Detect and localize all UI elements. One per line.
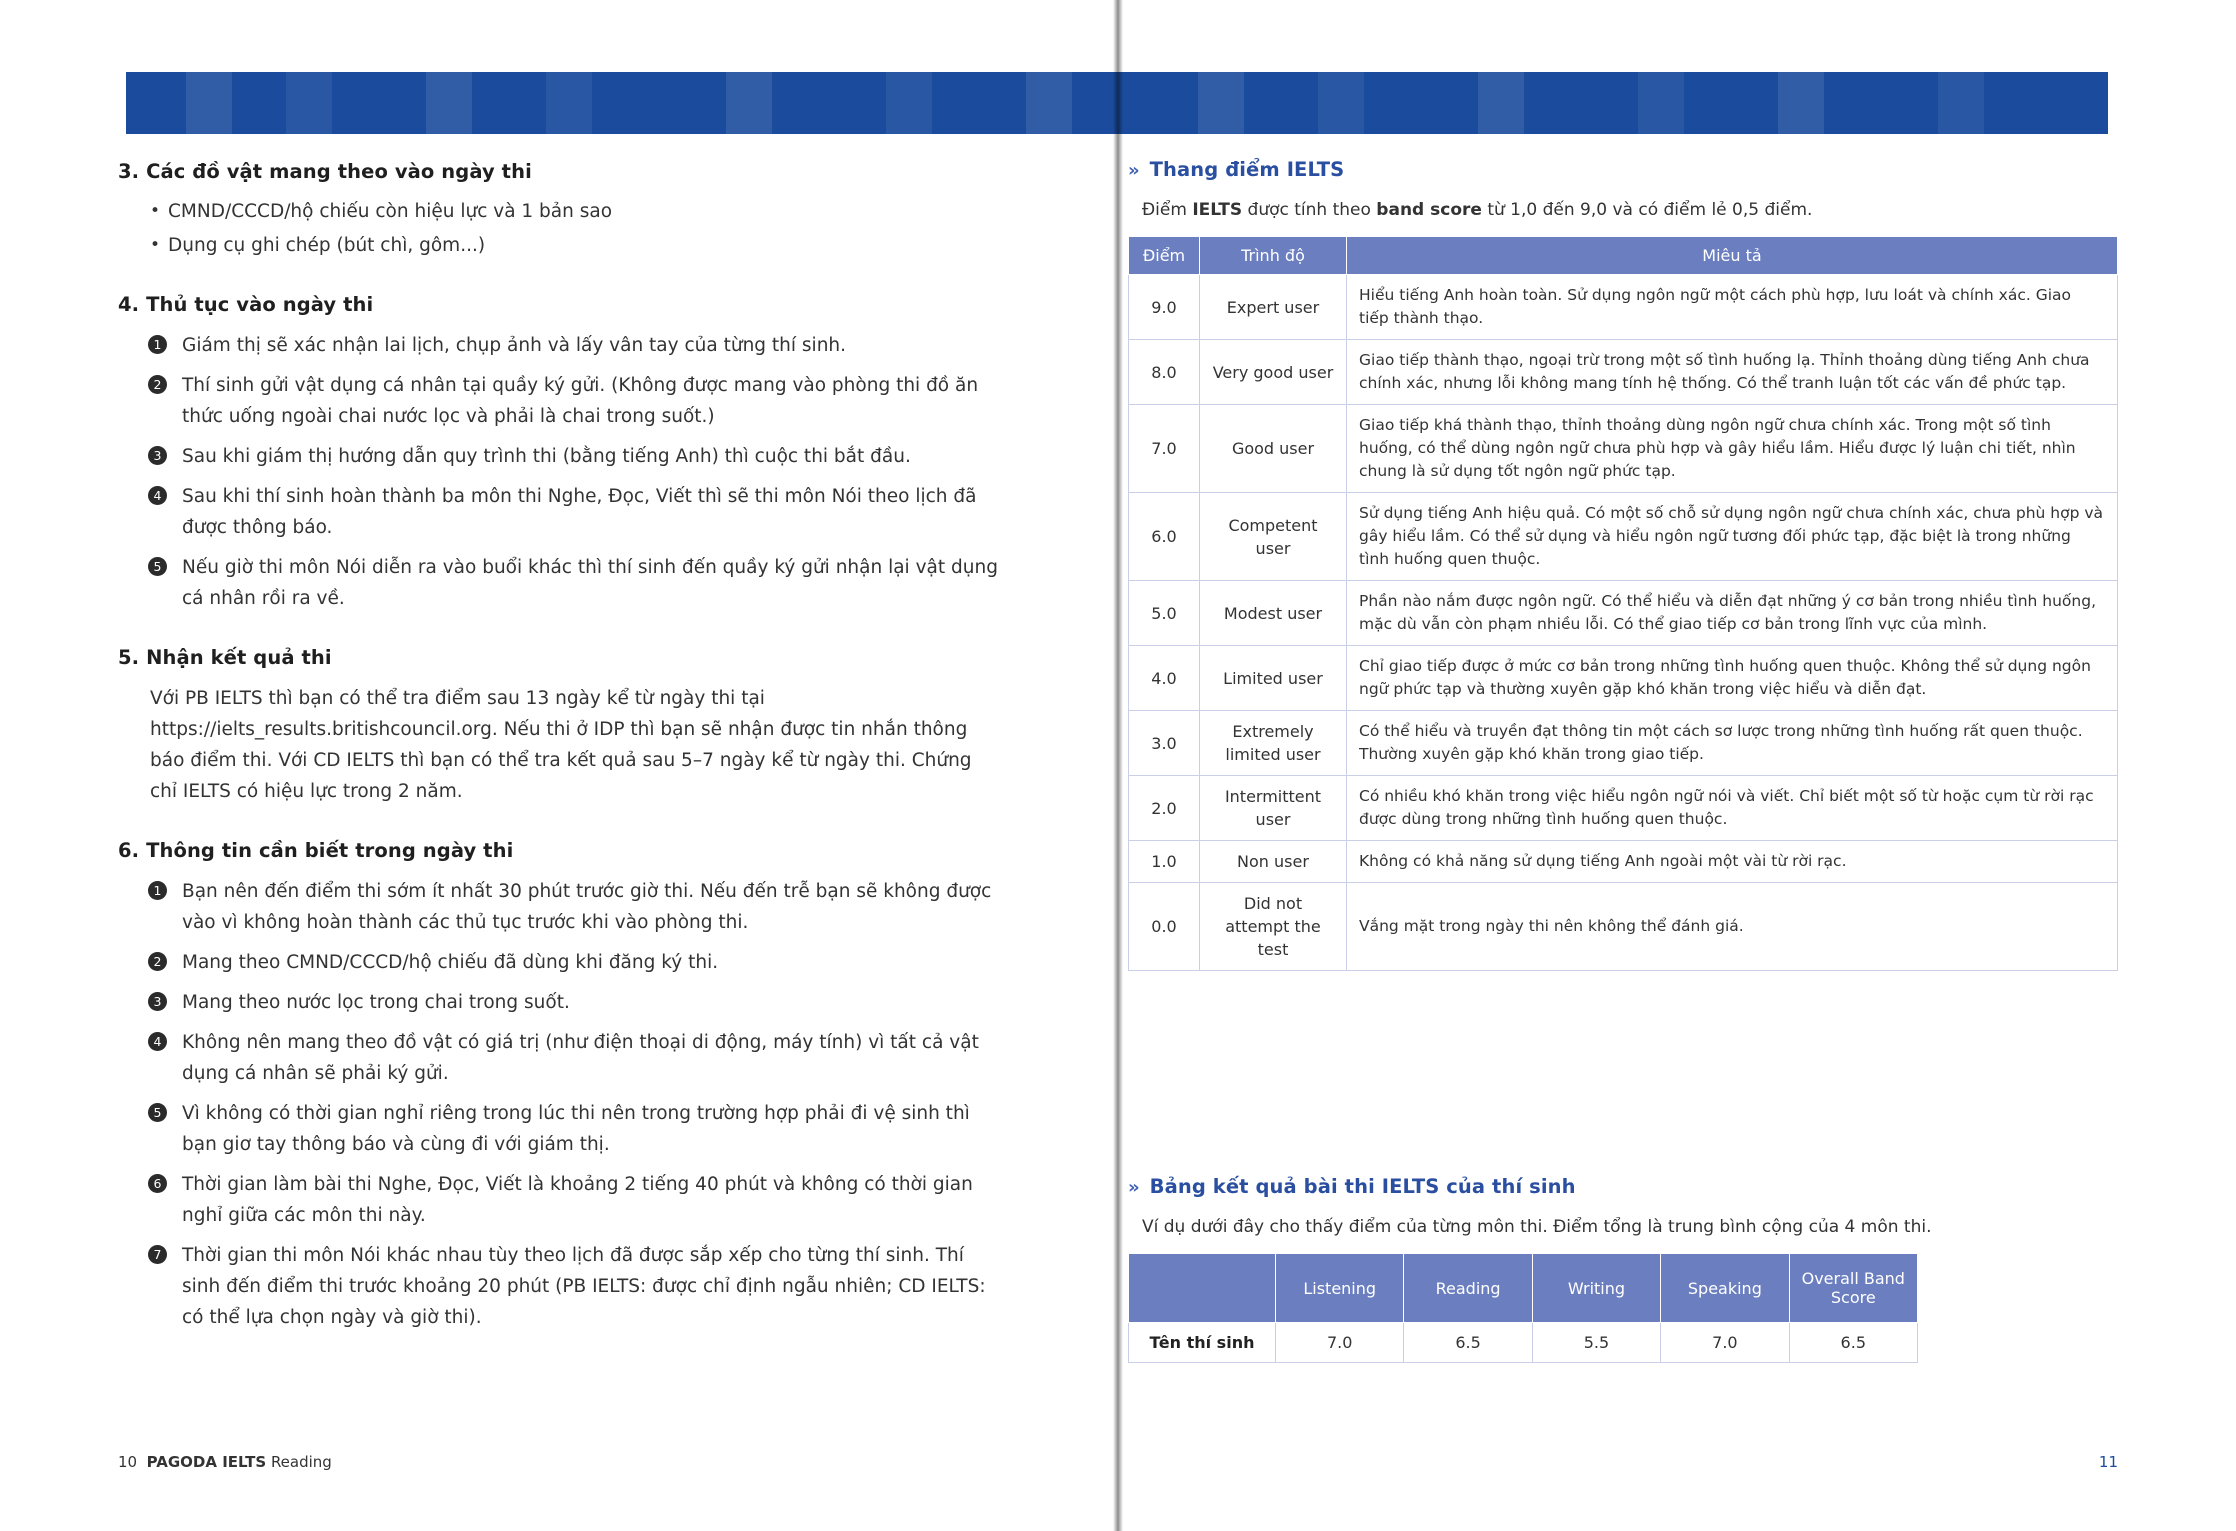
list-item: • CMND/CCCD/hộ chiếu còn hiệu lực và 1 bản sao [148,197,998,227]
col-header-reading: Reading [1404,1254,1532,1323]
cell-desc: Phần nào nắm được ngôn ngữ. Có thể hiểu và diễn đạt những ý cơ bản trong nhiều tình huống, mặc dù vẫn còn phạm nhiều lỗi. Có thể giao tiếp cơ bản trong lĩnh vực của mình. [1347,581,2118,646]
list-item [148,441,998,472]
col-header-score: Điểm [1129,237,1200,275]
table-row [1129,646,2118,711]
cell-desc: Giao tiếp thành thạo, ngoại trừ trong một số tình huống lạ. Thỉnh thoảng dùng tiếng Anh chưa chính xác, nhưng lỗi không mang tính hệ thống. Có thể tranh luận tốt các vấn đề phức tạp. [1347,340,2118,405]
banner-block [426,72,472,134]
cell-desc: Hiểu tiếng Anh hoàn toàn. Sử dụng ngôn ngữ một cách phù hợp, lưu loát và chính xác. Giao tiếp thành thạo. [1347,275,2118,340]
banner-block [1778,72,1824,134]
section-6-list [148,876,998,1333]
cell-score: 2.0 [1129,776,1200,841]
list-item [148,1098,998,1160]
cell-speaking-score: 7.0 [1661,1323,1789,1363]
cell-desc: Sử dụng tiếng Anh hiệu quả. Có một số chỗ sử dụng ngôn ngữ chưa chính xác, chưa phù hợp và gây hiểu lầm. Có thể sử dụng và hiểu ngôn ngữ tương đối phức tạp, đặc biệt là trong những tình huống quen thuộc. [1347,493,2118,581]
cell-score: 0.0 [1129,883,1200,971]
cell-score: 4.0 [1129,646,1200,711]
item-number-badge: 7 [148,1245,167,1264]
section-heading-5: 5. Nhận kết quả thi [118,646,332,669]
section-4-list [148,330,998,614]
page-number-right: 11 [2098,1453,2118,1471]
col-header-desc: Miêu tả [1347,237,2118,275]
table-row [1129,711,2118,776]
cell-desc: Chỉ giao tiếp được ở mức cơ bản trong những tình huống quen thuộc. Không thể sử dụng ngôn ngữ phức tạp và thường xuyên gặp khó khăn trong việc hiểu và diễn đạt. [1347,646,2118,711]
double-chevron-icon: » [1128,1177,1140,1198]
list-item [148,1169,998,1231]
cell-score: 5.0 [1129,581,1200,646]
cell-candidate-name: Tên thí sinh [1129,1323,1276,1363]
list-item-text: Thí sinh gửi vật dụng cá nhân tại quầy ký gửi. (Không được mang vào phòng thi đồ ăn thức uống ngoài chai nước lọc và phải là chai trong suốt.) [182,375,979,427]
list-item [148,370,998,432]
section-5-paragraph: Với PB IELTS thì bạn có thể tra điểm sau 13 ngày kể từ ngày thi tại https://ielts_results.britishcouncil.org. Nếu thi ở IDP thì bạn sẽ nhận được tin nhắn thông báo điểm thi. Với CD IELTS thì bạn có thể tra kết quả sau 5–7 ngày kể từ ngày thi. Chứng chỉ IELTS có hiệu lực trong 2 năm. [150,688,972,802]
col-header-level: Trình độ [1200,237,1347,275]
list-item-text: Thời gian thi môn Nói khác nhau tùy theo lịch đã được sắp xếp cho từng thí sinh. Thí sinh đến điểm thi trước khoảng 20 phút (PB IELTS: được chỉ định ngẫu nhiên; CD IELTS: có thể lựa chọn ngày và giờ thi). [182,1245,986,1328]
intro-part: được tính theo [1242,200,1377,220]
item-number-badge: 4 [148,486,167,505]
item-number-badge: 3 [148,446,167,465]
item-number-badge: 2 [148,375,167,394]
list-item [148,330,998,361]
col-header-writing: Writing [1532,1254,1660,1323]
banner-block [186,72,232,134]
banner-block [886,72,932,134]
table-row [1129,1323,1918,1363]
brand-name: PAGODA IELTS [146,1453,267,1471]
col-header-speaking: Speaking [1661,1254,1789,1323]
table-header-row [1129,237,2118,275]
banner-block [1318,72,1364,134]
banner-block [546,72,592,134]
page-number-left: 10 [118,1453,138,1471]
list-item [148,876,998,938]
col-header-blank [1129,1254,1276,1323]
left-content [118,160,998,1342]
decorative-banner-left [126,72,1118,134]
list-item: • Dụng cụ ghi chép (bút chì, gôm...) [148,231,998,261]
banner-block [1938,72,1984,134]
list-item-text: Sau khi giám thị hướng dẫn quy trình thi (bằng tiếng Anh) thì cuộc thi bắt đầu. [182,446,911,467]
item-number-badge: 1 [148,881,167,900]
intro-part: Điểm [1142,200,1193,220]
subject-name: Reading [270,1453,332,1471]
result-table-section [1128,1175,2118,1363]
list-item [148,947,998,978]
table-row [1129,776,2118,841]
cell-desc: Giao tiếp khá thành thạo, thỉnh thoảng dùng ngôn ngữ chưa chính xác. Trong một số tình huống, có thể dùng ngôn ngữ chưa phù hợp và gây hiểu lầm. Hiểu được lý luận chi tiết, nhìn chung là sử dụng tốt ngôn ngữ phức tạp. [1347,405,2118,493]
list-item-text: Thời gian làm bài thi Nghe, Đọc, Viết là khoảng 2 tiếng 40 phút và không có thời gian nghỉ giữa các môn thi này. [182,1174,973,1226]
cell-level: Expert user [1200,275,1347,340]
cell-score: 1.0 [1129,841,1200,883]
list-item-text: Sau khi thí sinh hoàn thành ba môn thi Nghe, Đọc, Viết thì sẽ thi môn Nói theo lịch đã được thông báo. [182,486,977,538]
item-number-badge: 4 [148,1032,167,1051]
cell-level: Modest user [1200,581,1347,646]
band-score-section [1128,158,2118,971]
table-header-row [1129,1254,1918,1323]
table-row [1129,581,2118,646]
cell-score: 6.0 [1129,493,1200,581]
table-row [1129,841,2118,883]
item-number-badge: 1 [148,335,167,354]
candidate-result-table [1128,1253,1918,1363]
cell-score: 3.0 [1129,711,1200,776]
cell-writing-score: 5.5 [1532,1323,1660,1363]
cell-level: Very good user [1200,340,1347,405]
band-section-header [1128,158,2118,181]
result-section-header [1128,1175,2118,1198]
decorative-banner-right [1118,72,2108,134]
intro-part: từ 1,0 đến 9,0 và có điểm lẻ 0,5 điểm. [1481,200,1813,220]
cell-listening-score: 7.0 [1276,1323,1404,1363]
table-row [1129,883,2118,971]
list-item [148,987,998,1018]
section-3-list [148,197,998,261]
list-item-text: Bạn nên đến điểm thi sớm ít nhất 30 phút trước giờ thi. Nếu đến trễ bạn sẽ không được vào vì không hoàn thành các thủ tục trước khi vào phòng thi. [182,881,992,933]
double-chevron-icon: » [1128,160,1140,181]
item-number-badge: 3 [148,992,167,1011]
cell-score: 9.0 [1129,275,1200,340]
section-heading-4: 4. Thủ tục vào ngày thi [118,293,374,316]
cell-desc: Có nhiều khó khăn trong việc hiểu ngôn ngữ nói và viết. Chỉ biết một số từ hoặc cụm từ rời rạc được dùng trong những tình huống quen thuộc. [1347,776,2118,841]
list-item [148,552,998,614]
table-row [1129,340,2118,405]
list-item [148,1240,998,1333]
cell-level: Did not attempt the test [1200,883,1347,971]
cell-level: Non user [1200,841,1347,883]
result-section-title: Bảng kết quả bài thi IELTS của thí sinh [1149,1175,1576,1198]
cell-desc: Không có khả năng sử dụng tiếng Anh ngoài một vài từ rời rạc. [1347,841,2118,883]
result-section-intro: Ví dụ dưới đây cho thấy điểm của từng môn thi. Điểm tổng là trung bình cộng của 4 môn thi. [1142,1217,1932,1237]
band-section-intro [1142,197,2118,224]
table-row [1129,493,2118,581]
left-page-footer [118,1453,332,1471]
list-item-text: Không nên mang theo đồ vật có giá trị (như điện thoại di động, máy tính) vì tất cả vật dụng cá nhân sẽ phải ký gửi. [182,1032,979,1084]
col-header-overall: Overall Band Score [1789,1254,1917,1323]
col-header-listening: Listening [1276,1254,1404,1323]
cell-desc: Vắng mặt trong ngày thi nên không thể đánh giá. [1347,883,2118,971]
cell-score: 7.0 [1129,405,1200,493]
list-item-text: Mang theo nước lọc trong chai trong suốt. [182,992,570,1013]
banner-block [1198,72,1244,134]
cell-level: Good user [1200,405,1347,493]
table-row [1129,275,2118,340]
cell-score: 8.0 [1129,340,1200,405]
cell-desc: Có thể hiểu và truyền đạt thông tin một cách sơ lược trong những tình huống rất quen thuộc. Thường xuyên gặp khó khăn trong giao tiếp. [1347,711,2118,776]
list-item-text: Nếu giờ thi môn Nói diễn ra vào buổi khác thì thí sinh đến quầy ký gửi nhận lại vật dụng cá nhân rồi ra về. [182,557,998,609]
list-item [148,481,998,543]
banner-block [1638,72,1684,134]
cell-overall-score: 6.5 [1789,1323,1917,1363]
banner-block [286,72,332,134]
banner-block [1026,72,1072,134]
item-number-badge: 5 [148,1103,167,1122]
list-item-text: Vì không có thời gian nghỉ riêng trong lúc thi nên trong trường hợp phải đi vệ sinh thì bạn giơ tay thông báo và cùng đi với giám thị. [182,1103,970,1155]
band-section-title: Thang điểm IELTS [1149,158,1345,181]
banner-block [726,72,772,134]
cell-level: Competent user [1200,493,1347,581]
cell-level: Intermittent user [1200,776,1347,841]
section-heading-3: 3. Các đồ vật mang theo vào ngày thi [118,160,532,183]
item-number-badge: 6 [148,1174,167,1193]
cell-reading-score: 6.5 [1404,1323,1532,1363]
banner-block [1478,72,1524,134]
item-number-badge: 2 [148,952,167,971]
right-page [1118,0,2236,1531]
cell-level: Extremely limited user [1200,711,1347,776]
cell-level: Limited user [1200,646,1347,711]
intro-part-bold: band score [1376,200,1482,220]
table-row [1129,405,2118,493]
section-heading-6: 6. Thông tin cần biết trong ngày thi [118,839,514,862]
intro-part-bold: IELTS [1192,200,1243,220]
list-item-text: Giám thị sẽ xác nhận lai lịch, chụp ảnh và lấy vân tay của từng thí sinh. [182,335,847,356]
band-score-table [1128,236,2118,971]
list-item [148,1027,998,1089]
item-number-badge: 5 [148,557,167,576]
list-item-text: Mang theo CMND/CCCD/hộ chiếu đã dùng khi đăng ký thi. [182,952,719,973]
